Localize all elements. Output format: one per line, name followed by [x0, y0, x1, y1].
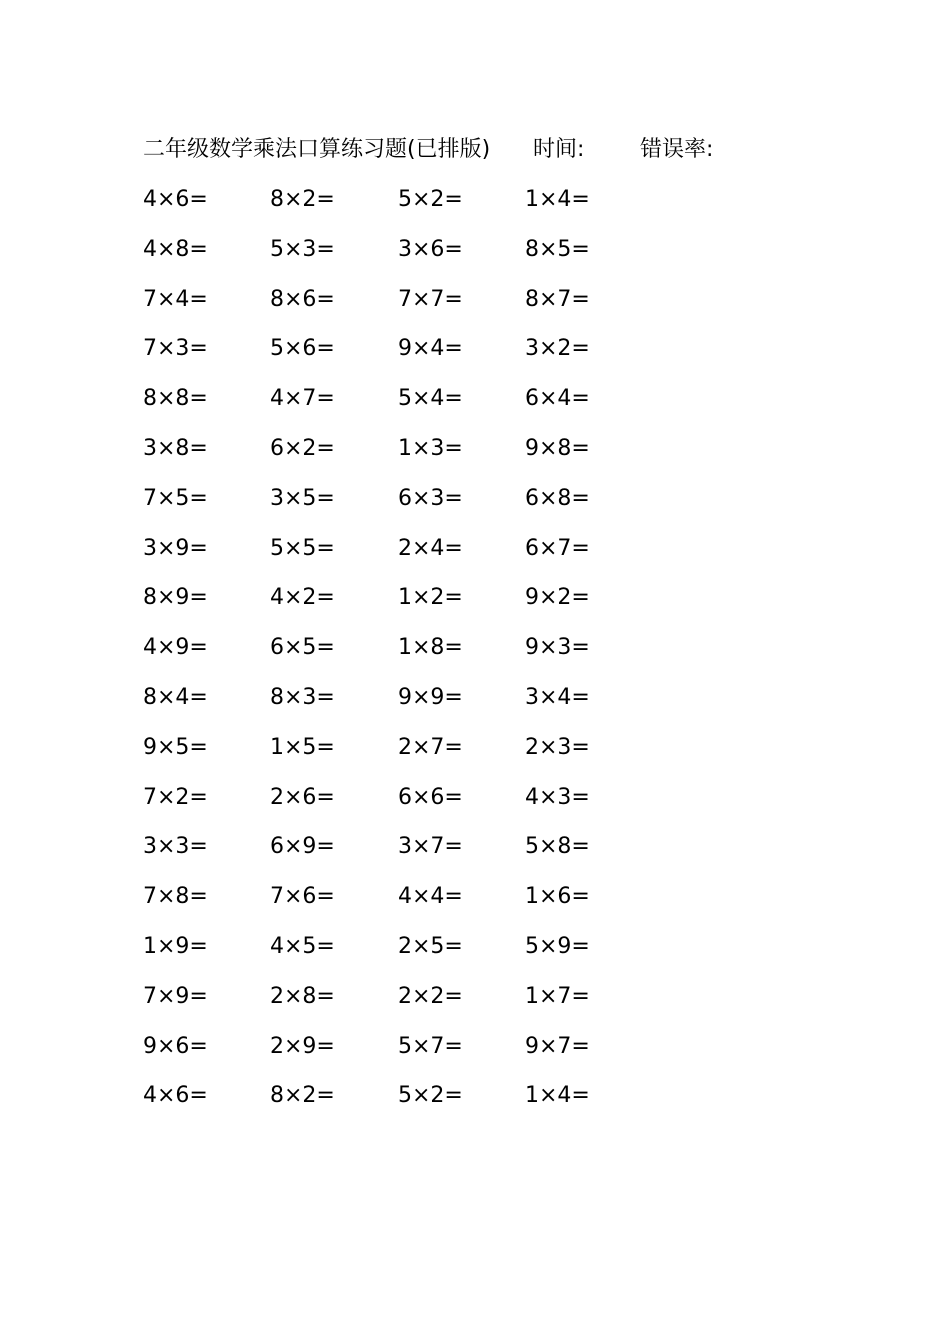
problem-item: 9×7=	[525, 1033, 590, 1059]
problem-item: 7×3=	[143, 336, 208, 362]
problem-item: 5×3=	[270, 236, 335, 262]
problem-item: 1×6=	[525, 884, 590, 910]
problem-item: 6×9=	[270, 834, 335, 860]
problem-item: 5×2=	[398, 1083, 463, 1109]
problem-item: 4×6=	[143, 1083, 208, 1109]
problem-item: 7×6=	[270, 884, 335, 910]
problem-item: 7×2=	[143, 784, 208, 810]
problem-item: 9×9=	[398, 684, 463, 710]
problem-item: 1×4=	[525, 1083, 590, 1109]
problem-row	[143, 782, 663, 832]
problem-item: 4×5=	[270, 933, 335, 959]
problem-row	[143, 433, 663, 483]
problem-item: 3×7=	[398, 834, 463, 860]
problem-item: 9×5=	[143, 734, 208, 760]
problem-row	[143, 383, 663, 433]
time-label: 时间:	[533, 137, 585, 162]
problem-row	[143, 881, 663, 931]
worksheet-title: 二年级数学乘法口算练习题(已排版)	[143, 137, 491, 162]
problem-item: 1×7=	[525, 983, 590, 1009]
problem-item: 3×8=	[143, 435, 208, 461]
problem-item: 8×8=	[143, 386, 208, 412]
problem-item: 5×8=	[525, 834, 590, 860]
problem-item: 9×8=	[525, 435, 590, 461]
error-rate-label: 错误率:	[640, 137, 714, 162]
worksheet-header	[143, 134, 843, 166]
problem-item: 6×7=	[525, 535, 590, 561]
problem-row	[143, 582, 663, 632]
problem-item: 3×4=	[525, 684, 590, 710]
problem-item: 6×6=	[398, 784, 463, 810]
problem-item: 8×7=	[525, 286, 590, 312]
problem-item: 2×4=	[398, 535, 463, 561]
problem-item: 8×3=	[270, 684, 335, 710]
problem-item: 8×2=	[270, 187, 335, 212]
problem-row	[143, 234, 663, 284]
problem-item: 8×5=	[525, 236, 590, 262]
problem-item: 3×3=	[143, 834, 208, 860]
problem-item: 8×6=	[270, 286, 335, 312]
problem-item: 1×2=	[398, 585, 463, 611]
problem-row	[143, 533, 663, 583]
problem-item: 7×8=	[143, 884, 208, 910]
problem-item: 6×2=	[270, 435, 335, 461]
problem-row	[143, 1080, 663, 1130]
problem-item: 1×5=	[270, 734, 335, 760]
problem-item: 7×5=	[143, 485, 208, 511]
problem-row	[143, 682, 663, 732]
problem-item: 4×2=	[270, 585, 335, 611]
problem-row	[143, 632, 663, 682]
problem-row	[143, 1031, 663, 1081]
problem-item: 7×7=	[398, 286, 463, 312]
problem-item: 6×3=	[398, 485, 463, 511]
problem-item: 1×8=	[398, 635, 463, 661]
problem-item: 4×8=	[143, 236, 208, 262]
problem-item: 5×4=	[398, 386, 463, 412]
problem-item: 1×3=	[398, 435, 463, 461]
problem-item: 5×9=	[525, 933, 590, 959]
problem-item: 9×6=	[143, 1033, 208, 1059]
problem-row	[143, 732, 663, 782]
problem-row	[143, 333, 663, 383]
problem-item: 5×2=	[398, 187, 463, 212]
problem-row	[143, 981, 663, 1031]
problem-item: 4×4=	[398, 884, 463, 910]
problem-row	[143, 184, 663, 234]
problem-row	[143, 931, 663, 981]
problem-item: 6×4=	[525, 386, 590, 412]
problem-grid	[143, 184, 663, 1130]
problem-item: 9×4=	[398, 336, 463, 362]
problem-item: 8×9=	[143, 585, 208, 611]
problem-item: 4×7=	[270, 386, 335, 412]
problem-row	[143, 284, 663, 334]
problem-item: 6×8=	[525, 485, 590, 511]
problem-item: 2×8=	[270, 983, 335, 1009]
problem-item: 4×9=	[143, 635, 208, 661]
problem-item: 7×9=	[143, 983, 208, 1009]
problem-item: 5×7=	[398, 1033, 463, 1059]
problem-item: 2×2=	[398, 983, 463, 1009]
problem-item: 1×9=	[143, 933, 208, 959]
problem-item: 3×5=	[270, 485, 335, 511]
problem-item: 3×9=	[143, 535, 208, 561]
problem-item: 5×6=	[270, 336, 335, 362]
problem-item: 3×2=	[525, 336, 590, 362]
problem-item: 8×4=	[143, 684, 208, 710]
problem-item: 7×4=	[143, 286, 208, 312]
problem-item: 9×3=	[525, 635, 590, 661]
problem-item: 4×3=	[525, 784, 590, 810]
problem-item: 3×6=	[398, 236, 463, 262]
problem-item: 6×5=	[270, 635, 335, 661]
problem-row	[143, 483, 663, 533]
problem-item: 2×5=	[398, 933, 463, 959]
problem-item: 2×3=	[525, 734, 590, 760]
problem-item: 9×2=	[525, 585, 590, 611]
problem-item: 2×7=	[398, 734, 463, 760]
problem-item: 2×6=	[270, 784, 335, 810]
problem-item: 2×9=	[270, 1033, 335, 1059]
problem-item: 5×5=	[270, 535, 335, 561]
problem-row	[143, 831, 663, 881]
problem-item: 8×2=	[270, 1083, 335, 1109]
problem-item: 1×4=	[525, 187, 590, 212]
problem-item: 4×6=	[143, 187, 208, 212]
